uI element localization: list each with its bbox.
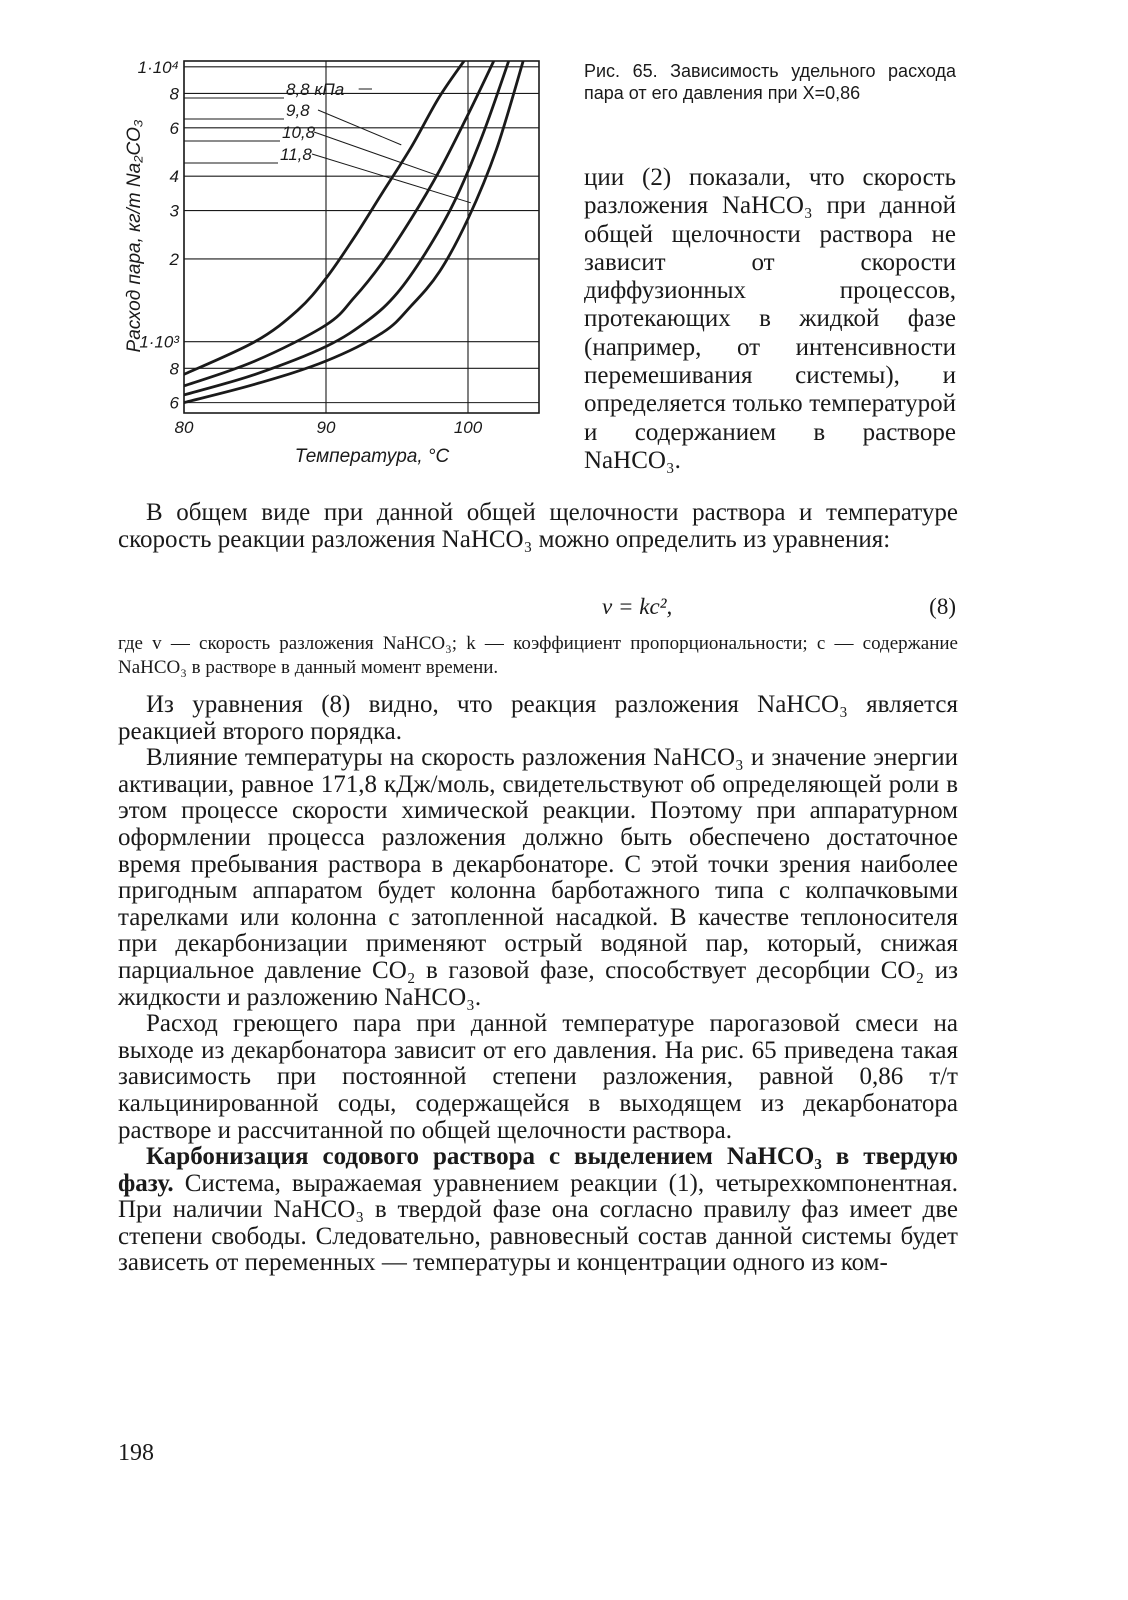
page-number: 198 [118, 1440, 154, 1466]
x-tick-label: 100 [453, 418, 483, 437]
x-tick-labels [175, 418, 483, 437]
y-tick-label: 4 [169, 167, 179, 187]
paragraph-rate-equation-intro: В общем виде при данной общей щелочности раствора и температуре скорость реакции разложения NaHCO₃ можно определить из уравнения: [118, 499, 958, 553]
y-tick-label: 3 [169, 201, 179, 221]
body-block-1 [118, 500, 958, 553]
side-paragraph: ции (2) показали, что скорость разложения NaHCO₃ при данной общей щелочности раствора не зависит от скорости диффузионных процессов, протекающих в жидкой фазе (например, от интенсивности перемешивания системы), и определяется только температурой и содержанием в растворе NaHCO₃. [584, 164, 956, 474]
series-label-1: 8,8 кПа [286, 80, 345, 99]
series-leader-line [314, 132, 440, 176]
y-tick-label: 1·10³ [139, 332, 179, 352]
chart-curves [184, 55, 525, 402]
paragraph-carbonization [118, 1144, 958, 1277]
plot-frame [184, 61, 539, 413]
series-line-3 [184, 55, 511, 395]
y-tick-label: 2 [169, 249, 179, 269]
steam-consumption-chart [120, 52, 560, 472]
series-labels [184, 80, 471, 203]
y-tick-label: 8 [169, 84, 179, 104]
y-tick-label: 6 [169, 118, 179, 138]
chart-grid [184, 61, 539, 413]
section-heading: Карбонизация содового раствора с выделением NaHCO₃ в твердую фазу. [118, 1143, 958, 1197]
y-tick-label: 1·10⁴ [137, 57, 179, 77]
equation-number: (8) [929, 594, 956, 619]
series-label-2: 9,8 [286, 101, 310, 120]
equation-8 [118, 594, 958, 624]
paragraph-carbonization-text: Система, выражаемая уравнением реакции (1), четырехкомпонентная. При наличии NaHCO₃ в твердой фазе она согласно правилу фаз имеет две степени свободы. Следовательно, равновесный состав данной системы будет зависеть от переменных — температуры и концентрации одного из ком- [118, 1169, 958, 1277]
figure-caption: Рис. 65. Зависимость удельного расхода пара от его давления при X=0,86 [584, 61, 956, 103]
series-line-2 [184, 55, 496, 386]
x-tick-label: 90 [316, 418, 336, 437]
paragraph-temperature-influence: Влияние температуры на скорость разложения NaHCO₃ и значение энергии активации, равное 171,8 кДж/моль, свидетельствуют об определяющей роли в этом процессе скорости химической реакции. Поэтому при аппаратурном оформлении процесса разложения должно быть обеспечено достаточное время пребывания раствора в декарбонаторе. С этой точки зрения наиболее пригодным аппаратом будет колонна барботажного типа с колпачковыми тарелками или колонна с затопленной насадкой. В качестве теплоносителя при декарбонизации применяют острый водяной пар, который, снижая парциальное давление CO₂ в газовой фазе, способствует десорбции CO₂ из жидкости и разложению NaHCO₃. [118, 744, 958, 1011]
y-axis-label: Расход пара, кг/т Na₂CO₃ [124, 119, 145, 353]
x-axis-label: Температура, °C [294, 446, 450, 467]
y-tick-label: 6 [169, 393, 179, 413]
equation-note: где v — скорость разложения NaHCO₃; k — коэффициент пропорциональности; c — содержание NaHCO₃ в растворе в данный момент времени. [118, 633, 958, 678]
equation-formula: v = kc², [602, 594, 673, 619]
series-label-3: 10,8 [282, 123, 316, 142]
series-leader-line [312, 154, 471, 203]
paragraph-steam-consumption: Расход греющего пара при данной температуре парогазовой смеси на выходе из декарбонатора зависит от его давления. На рис. 65 приведена такая зависимость при постоянной степени разложения, равной 0,86 т/т кальцинированной соды, содержащейся в выходящем из декарбонатора растворе и рассчитанной по общей щелочности раствора. [118, 1010, 958, 1144]
series-label-4: 11,8 [280, 145, 312, 164]
y-tick-label: 8 [169, 359, 179, 379]
body-block-2 [118, 692, 958, 1277]
x-tick-label: 80 [174, 418, 194, 437]
paragraph-reaction-order: Из уравнения (8) видно, что реакция разложения NaHCO₃ является реакцией второго порядка. [118, 691, 958, 745]
